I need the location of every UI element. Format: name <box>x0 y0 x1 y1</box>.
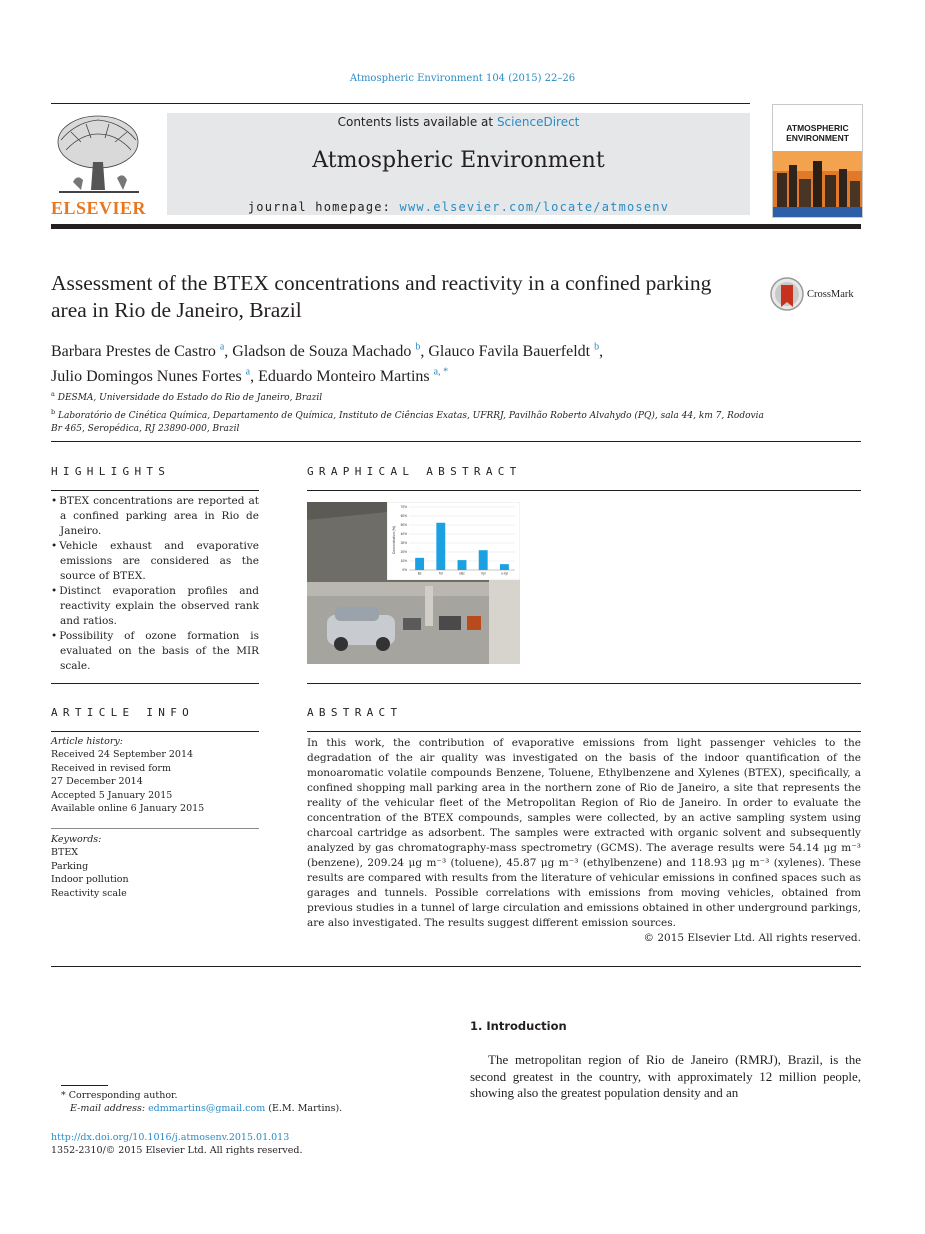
journal-homepage <box>167 200 750 214</box>
journal-title: Atmospheric Environment <box>312 148 605 173</box>
doi-link[interactable]: http://dx.doi.org/10.1016/j.atmosenv.2015.01.013 <box>51 1132 290 1143</box>
article-info-heading: ARTICLE INFO <box>51 706 195 719</box>
cover-skyline-image <box>773 151 862 217</box>
history-label: Article history: <box>51 736 123 747</box>
accepted-date: Accepted 5 January 2015 <box>51 789 173 801</box>
keyword: Parking <box>51 860 89 872</box>
affiliation-b: $^b$ Laboratório de Cinética Química, Departamento de Química, Instituto de Ciências Exatas, UFRRJ, Pavilhão Roberto Alvahydo (PQ), sala 44, km 7, Rodovia Br 465, Seropédica, RJ 23890-000, Brazil <box>51 407 764 434</box>
email-prefix: E-mail address: <box>70 1103 149 1114</box>
chart-bar-xyl <box>479 550 488 570</box>
cover-title: ATMOSPHERIC ENVIRONMENT <box>786 123 849 143</box>
chart-y-tick-label: 20% <box>400 550 407 555</box>
list-item: • BTEX concentrations are reported at a confined parking area in Rio de Janeiro. <box>51 494 259 539</box>
chart-y-tick-label: 10% <box>400 559 407 564</box>
header-thick-rule <box>51 224 861 229</box>
highlights-rule <box>51 490 259 491</box>
chart-y-tick-label: 30% <box>400 541 407 546</box>
highlights-bottom-rule <box>51 683 259 684</box>
author: Gladson de Souza Machado $^b$, <box>232 342 429 361</box>
author-list <box>51 338 771 387</box>
keywords-rule <box>51 828 259 829</box>
affiliation-a: $^a$ DESMA, Universidade do Estado do Rio de Janeiro, Brazil <box>51 390 323 403</box>
article-title: Assessment of the BTEX concentrations and reactivity in a confined parking area in Rio de Janeiro, Brazil <box>51 271 712 322</box>
abstract-text <box>307 736 861 946</box>
keywords-block <box>51 833 259 900</box>
sciencedirect-link[interactable]: ScienceDirect <box>496 115 580 129</box>
introduction-heading: 1. Introduction <box>470 1019 567 1033</box>
chart-x-tick-label: Tol <box>438 571 443 576</box>
contents-line <box>167 115 750 129</box>
chart-y-tick-label: 0% <box>402 568 407 573</box>
keyword: Indoor pollution <box>51 874 129 886</box>
header-top-rule <box>51 103 750 104</box>
author: Julio Domingos Nunes Fortes $^a$, <box>51 366 259 385</box>
elsevier-tree-logo <box>51 112 146 198</box>
author: Barbara Prestes de Castro $^a$, <box>51 342 233 361</box>
journal-reference[interactable]: Atmospheric Environment 104 (2015) 22–26 <box>349 73 576 84</box>
graphical-abstract-image[interactable] <box>307 502 520 664</box>
chart-x-tick-label: Bz <box>417 571 422 576</box>
elsevier-wordmark: ELSEVIER <box>51 198 147 218</box>
graphical-abstract-bottom-rule <box>307 683 861 684</box>
online-date: Available online 6 January 2015 <box>51 803 205 815</box>
graphical-abstract-rule <box>307 490 861 491</box>
keywords-label: Keywords: <box>51 834 102 845</box>
homepage-link[interactable]: www.elsevier.com/locate/atmosenv <box>399 200 670 214</box>
chart-y-tick-label: 50% <box>400 523 407 528</box>
title-bottom-rule <box>51 441 861 442</box>
contents-prefix: Contents lists available at <box>337 115 497 129</box>
article-history <box>51 735 259 815</box>
author: Eduardo Monteiro Martins $^{a, *}$ <box>258 366 449 385</box>
list-item: • Distinct evaporation profiles and reactivity explain the observed rank and ratios. <box>51 584 259 629</box>
crossmark-icon[interactable] <box>770 277 804 311</box>
corresponding-author: * Corresponding author. <box>61 1090 178 1101</box>
footnote-rule <box>61 1085 108 1086</box>
chart-bar-tol <box>436 523 445 570</box>
abstract-heading: ABSTRACT <box>307 706 403 719</box>
abstract-copyright: © 2015 Elsevier Ltd. All rights reserved. <box>643 932 861 944</box>
abstract-rule <box>307 731 861 732</box>
chart-y-tick-label: 60% <box>400 514 407 519</box>
list-item: • Vehicle exhaust and evaporative emissions are considered as the source of BTEX. <box>51 539 259 584</box>
abstract-bottom-rule <box>51 966 861 967</box>
chart-bar-ebz <box>458 560 467 570</box>
author: Glauco Favila Bauerfeldt $^b$, <box>428 342 604 361</box>
journal-cover[interactable] <box>772 104 863 218</box>
email-suffix: (E.M. Martins). <box>265 1103 343 1114</box>
chart-y-tick-label: 40% <box>400 532 407 537</box>
issn-line: 1352-2310/© 2015 Elsevier Ltd. All rights reserved. <box>51 1145 303 1156</box>
highlights-heading: HIGHLIGHTS <box>51 465 171 478</box>
list-item: • Possibility of ozone formation is evaluated on the basis of the MIR scale. <box>51 629 259 674</box>
chart-x-tick-label: o-xyl <box>501 571 508 576</box>
btex-bar-chart <box>387 502 520 580</box>
keyword: Reactivity scale <box>51 887 127 899</box>
email-link[interactable]: edmmartins@gmail.com <box>148 1103 266 1114</box>
affiliations <box>51 388 771 437</box>
graphical-abstract-heading: GRAPHICAL ABSTRACT <box>307 465 522 478</box>
crossmark-label[interactable]: CrossMark <box>807 289 854 300</box>
revised-date: 27 December 2014 <box>51 776 143 788</box>
chart-bar-bz <box>415 558 424 570</box>
article-info-rule <box>51 731 259 732</box>
chart-y-axis-label: Concentration (%) <box>392 525 396 555</box>
keyword: BTEX <box>51 847 79 859</box>
abstract-body: In this work, the contribution of evaporative emissions from light passenger vehicles to the degradation of the air quality was investigated on the basis of the indoor quantification of the monoaromatic volatile compounds Benzene, Toluene, Ethylbenzene and Xylenes (BTEX), specifically, a confined shopping mall parking area in the northern zone of Rio de Janeiro, a site that represents the reality of the vehicular fleet of the Metropolitan Region of Rio de Janeiro. In order to evaluate the concentration of the BTEX compounds, samples were collected, by an active sampling system using charcoal cartridge as adsorbent. The samples were extracted with organic solvent and subsequently analyzed by gas chromatography-mass spectrometry (GCMS). The average results were 54.14 μg m⁻³ (benzene), 209.24 μg m⁻³ (toluene), 45.87 μg m⁻³ (ethylbenzene) and 118.93 μg m⁻³ (xylenes). These results are compared with results from the literature of vehicular emissions in confined spaces such as garages and tunnels. Possible correlations with emissions from moving vehicles, obtained from previous studies in a tunnel of large circulation and emissions obtained in other underground parkings, are also investigated. The results suggest different emission sources. <box>307 737 861 929</box>
chart-y-tick-label: 70% <box>400 505 407 510</box>
chart-x-tick-label: eBz <box>459 571 465 576</box>
introduction-text: The metropolitan region of Rio de Janeiro (RMRJ), Brazil, is the second greatest in the country, with approximately 12 million people, showing also the greatest population density and an <box>470 1052 861 1100</box>
chart-bar-o-xyl <box>500 564 509 570</box>
homepage-prefix: journal homepage: <box>247 200 400 214</box>
received-date: Received 24 September 2014 <box>51 749 194 761</box>
highlights-list <box>51 494 259 674</box>
revised-label: Received in revised form <box>51 762 171 774</box>
chart-x-tick-label: Xyl <box>480 571 486 576</box>
email-line <box>70 1102 342 1116</box>
